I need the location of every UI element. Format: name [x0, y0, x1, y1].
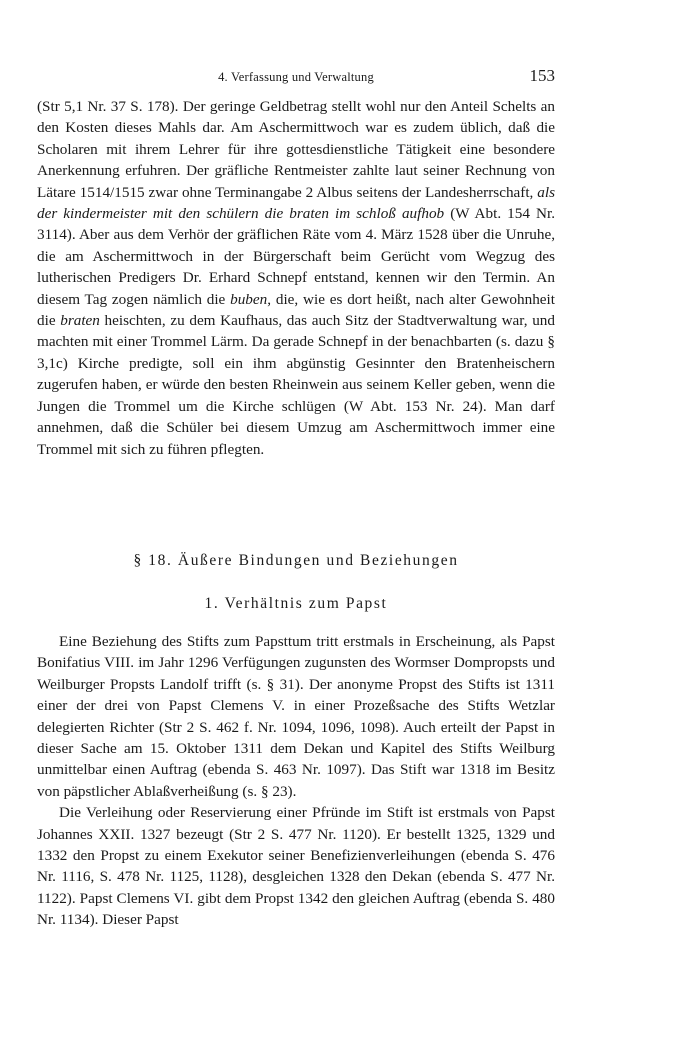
text-segment: heischten, zu dem Kaufhaus, das auch Sitz der Stadtverwaltung war, und machten mit einer Trommel Lärm. Da gerade Schnepf in der benachbarten (s. dazu § 3,1c) Kirche predigte, soll ein ihm abgünstig Gesinnter den Bratenheischern zugerufen haben, er würde den besten Rheinwein aus seinem Keller geben, wenn die Jungen die Trommel um die Kirche schlügen (W Abt. 153 Nr. 24). Man darf annehmen, daß die Schüler bei diesem Umzug am Aschermittwoch immer eine Trommel mit sich zu führen pflegten. — [37, 312, 555, 458]
page-number: 153 — [529, 66, 555, 85]
quoted-source-phrase: als der kindermeister mit den schülern die braten im schloß aufhob — [37, 183, 555, 223]
text-segment: (Str 5,1 Nr. 37 S. 178). Der geringe Geldbetrag stellt wohl nur den Anteil Schelts an den Kosten dieses Mahls dar. Am Aschermittwoch war es zudem üblich, daß die Scholaren mit ihrem Lehrer für ihre gottesdienstliche Tätigkeit eine besondere Anerkennung erfuhren. Der gräfliche Rentmeister zahlte laut seiner Rechnung von Lätare 1514/1515 zwar ohne Terminangabe 2 Albus seitens der Landesherrschaft, — [37, 98, 555, 201]
paragraph-continuation — [37, 96, 555, 460]
section-heading: § 18. Äußere Bindungen und Beziehungen — [133, 552, 459, 569]
paragraph: Eine Beziehung des Stifts zum Papsttum tritt erstmals in Erscheinung, als Papst Bonifatius VIII. im Jahr 1296 Verfügungen zugunsten des Wormser Dompropsts und Weilburger Propsts Landolf trifft (s. § 31). Der anonyme Propst des Stifts ist 1311 einer der drei von Papst Clemens V. in einer Prozeßsache des Stifts Wetzlar delegierten Richter (Str 2 S. 462 f. Nr. 1094, 1096, 1098). Auch erteilt der Papst in dieser Sache am 15. Oktober 1311 dem Dekan und Kapitel des Stifts Weilburg unmittelbar einen Auftrag (ebenda S. 463 Nr. 1097). Das Stift war 1318 im Besitz von päpstlicher Ablaßverheißung (s. § 23). — [37, 633, 555, 800]
text-segment: , die, wie es dort heißt, nach alter Gewohnheit die — [37, 290, 555, 330]
body-text-bottom — [37, 631, 555, 931]
text-segment: (W Abt. 154 Nr. 3114). Aber aus dem Verhör der gräflichen Räte vom 4. März 1528 über die Unruhe, die am Aschermittwoch in der Bürgerschaft beim Gerücht vom Wegzug des lutherischen Predigers Dr. Erhard Schnepf entstand, kennen wir den Termin. An diesem Tag zogen nämlich die — [37, 205, 555, 308]
subsection-heading: 1. Verhältnis zum Papst — [204, 595, 388, 612]
quoted-word: buben — [230, 290, 268, 308]
paragraph: Die Verleihung oder Reservierung einer Pfründe im Stift ist erstmals von Papst Johannes XXII. 1327 bezeugt (Str 2 S. 477 Nr. 1120). Er bestellt 1325, 1329 und 1332 den Propst zu einem Exekutor seiner Benefizienverleihungen (ebenda S. 476 Nr. 1116, S. 478 Nr. 1125, 1128), desgleichen 1328 den Dekan (ebenda S. 477 Nr. 1122). Papst Clemens VI. gibt dem Propst 1342 den gleichen Auftrag (ebenda S. 480 Nr. 1134). Dieser Papst — [37, 804, 555, 929]
running-head — [37, 64, 555, 88]
running-title: 4. Verfassung und Verwaltung — [218, 70, 374, 84]
body-text-top — [37, 96, 555, 460]
quoted-word: braten — [60, 312, 100, 330]
